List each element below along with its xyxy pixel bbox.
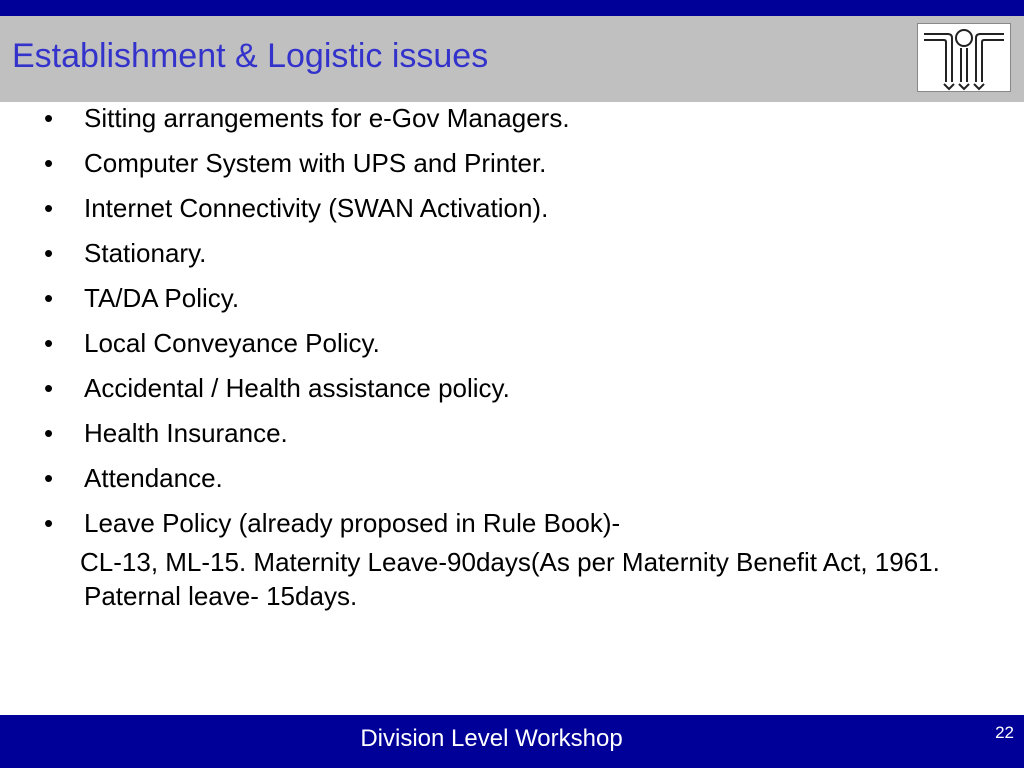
bullet-marker: •: [44, 463, 54, 493]
leave-policy-details: CL-13, ML-15. Maternity Leave-90days(As per Maternity Benefit Act, 1961. Paternal leave- 15days.: [80, 547, 940, 611]
logo: [917, 23, 1011, 92]
bullet-list: [40, 103, 990, 538]
list-item-text: Health Insurance.: [84, 418, 288, 448]
bullet-marker: •: [44, 283, 54, 313]
list-item-text: Accidental / Health assistance policy.: [84, 373, 510, 403]
bullet-marker: •: [44, 328, 54, 358]
footer-bar: [0, 715, 1024, 768]
list-item: [40, 193, 990, 223]
list-item: [40, 148, 990, 178]
list-item: [40, 103, 990, 133]
content-area: [40, 103, 990, 613]
bullet-marker: •: [44, 193, 54, 223]
list-item: [40, 238, 990, 268]
list-item: [40, 463, 990, 493]
iit-logo-icon: [918, 24, 1010, 91]
list-item-text: Leave Policy (already proposed in Rule Book)-: [84, 508, 621, 538]
slide-title: Establishment & Logistic issues: [12, 37, 489, 75]
list-item-text: Computer System with UPS and Printer.: [84, 148, 547, 178]
list-item: [40, 373, 990, 403]
list-item-text: Local Conveyance Policy.: [84, 328, 380, 358]
list-item-text: Attendance.: [84, 463, 223, 493]
list-item-text: TA/DA Policy.: [84, 283, 240, 313]
bullet-marker: •: [44, 373, 54, 403]
top-bar: [0, 0, 1024, 16]
list-item-text: Stationary.: [84, 238, 207, 268]
footer-title: Division Level Workshop: [360, 725, 623, 752]
bullet-marker: •: [44, 418, 54, 448]
list-item: [40, 283, 990, 313]
bullet-marker: •: [44, 148, 54, 178]
list-item-text: Sitting arrangements for e-Gov Managers.: [84, 103, 570, 133]
bullet-marker: •: [44, 508, 54, 538]
page-number: 22: [995, 723, 1014, 742]
bullet-marker: •: [44, 238, 54, 268]
list-item: [40, 328, 990, 358]
list-item: [40, 508, 990, 538]
list-item: [40, 418, 990, 448]
bullet-marker: •: [44, 103, 54, 133]
list-item-text: Internet Connectivity (SWAN Activation).: [84, 193, 549, 223]
